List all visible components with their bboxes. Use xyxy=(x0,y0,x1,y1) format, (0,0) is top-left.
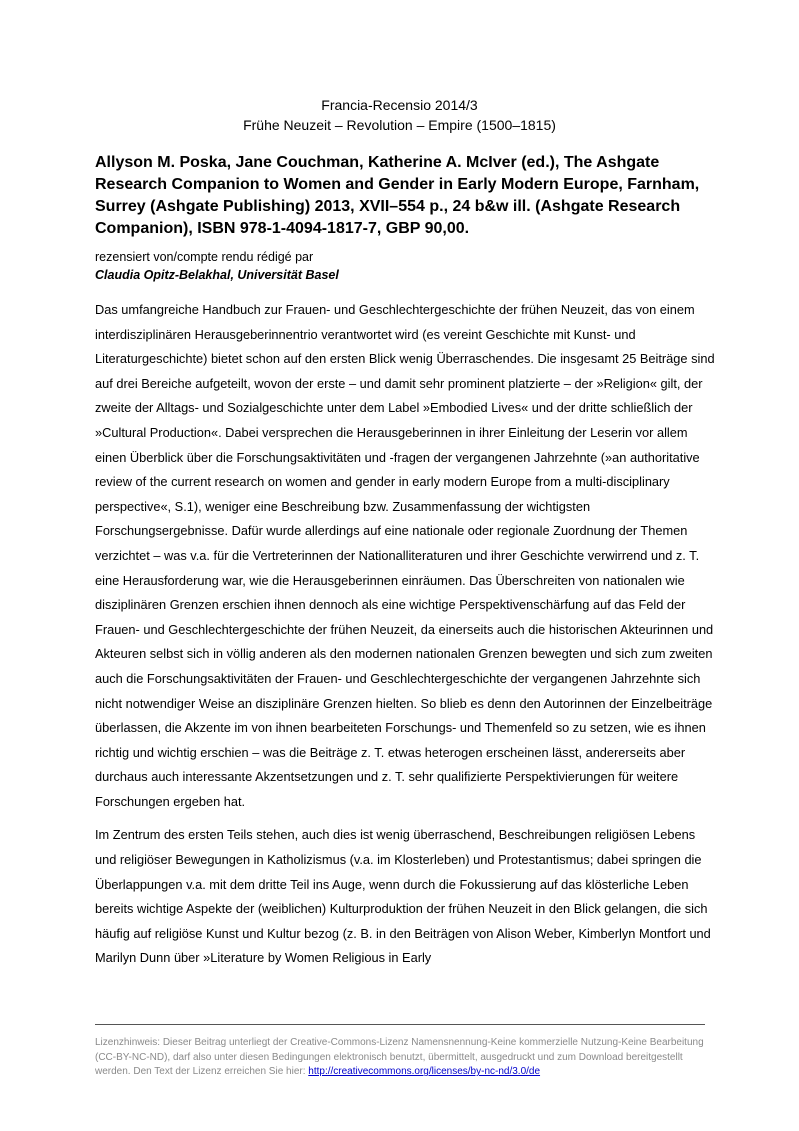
license-notice: Lizenzhinweis: Dieser Beitrag unterliegt der Creative-Commons-Lizenz Namensnennung-Keine kommerzielle Nutzung-Keine Bearbeitung (CC-BY-NC-ND), darf also unter diesen Bedingungen elektronisch benutzt, übermittelt, ausgedruckt und zum Download bereitgestellt werden. Den Text der Lizenz erreichen Sie hier: xyxy=(95,1037,704,1078)
reviewer-name: Claudia Opitz-Belakhal, Universität Basel xyxy=(95,268,339,282)
reviewer-block xyxy=(95,248,715,284)
license-footer xyxy=(95,1036,707,1080)
journal-header xyxy=(0,95,799,135)
license-link[interactable]: http://creativecommons.org/licenses/by-nc-nd/3.0/de xyxy=(308,1066,541,1078)
review-body xyxy=(95,298,717,980)
body-paragraph-2: Im Zentrum des ersten Teils stehen, auch dies ist wenig überraschend, Beschreibungen religiösen Lebens und religiöser Bewegungen in Katholizismus (v.a. im Klosterleben) und Protestantismus; dabei springen die Überlappungen v.a. mit dem dritte Teil ins Auge, wenn durch die Fokussierung auf das klösterliche Leben bereits wichtige Aspekte der (weiblichen) Kulturproduktion der frühen Neuzeit in den Blick gelangen, die sich häufig auf religiöse Kunst und Kultur bezog (z. B. in den Beiträgen von Alison Weber, Kimberlyn Montfort und Marilyn Dunn über »Literature by Women Religious in Early xyxy=(95,827,711,966)
body-paragraph-1: Das umfangreiche Handbuch zur Frauen- und Geschlechtergeschichte der frühen Neuzeit, das von einem interdisziplinären Herausgeberinnentrio verantwortet wird (es vereint Geschichte mit Kunst- und Literaturgeschichte) bietet schon auf den ersten Blick wenig Überraschendes. Die insgesamt 25 Beiträge sind auf drei Bereiche aufgeteilt, wovon der erste – und damit sehr prominent platzierte – der »Religion« gilt, der zweite der Alltags- und Sozialgeschichte unter dem Label »Embodied Lives« und der dritte schließlich der »Cultural Production«. Dabei versprechen die Herausgeberinnen in ihrer Einleitung der Leserin vor allem einen Überblick über die Forschungsaktivitäten und -fragen der vergangenen Jahrzehnte (»an authoritative review of the current research on women and gender in early modern Europe from a multi-disciplinary perspective«, S.1), weniger eine Beschreibung bzw. Zusammenfassung der wichtigsten Forschungsergebnisse. Dafür wurde allerdings auf eine nationale oder regionale Zuordnung der Themen verzichtet – was v.a. für die Vertreterinnen der Nationalliteraturen und ihrer Geschichte verwirrend und z. T. eine Herausforderung war, wie die Herausgeberinnen einräumen. Das Überschreiten von nationalen wie disziplinären Grenzen erschien ihnen dennoch als eine wichtige Perspektivenschärfung auf das Feld der Frauen- und Geschlechtergeschichte der frühen Neuzeit, da einerseits auch die historischen Akteurinnen und Akteuren selbst sich in völlig anderen als den modernen nationalen Grenzen bewegten und sich zum zweiten auch die Forschungsaktivitäten der Frauen- und Geschlechtergeschichte der vergangenen Jahrzehnte sich nicht notwendiger Weise an disziplinäre Grenzen hielten. So blieb es denn den Autorinnen der Einzelbeiträge überlassen, die Akzente im von ihnen bearbeiteten Forschungs- und Themenfeld so zu setzen, wie es ihnen richtig und wichtig erschien – was die Beiträge z. T. etwas heterogen erscheinen lässt, andererseits aber durchaus auch interessante Akzentsetzungen und z. T. sehr qualifizierte Perspektivierungen für weitere Forschungen ergeben hat. xyxy=(95,302,715,809)
footer-divider xyxy=(95,1024,705,1025)
reviewed-by-label: rezensiert von/compte rendu rédigé par xyxy=(95,250,314,264)
journal-section: Frühe Neuzeit – Revolution – Empire (1500–1815) xyxy=(243,117,556,133)
book-citation-title: Allyson M. Poska, Jane Couchman, Katherine A. McIver (ed.), The Ashgate Research Companion to Women and Gender in Early Modern Europe, Farnham, Surrey (Ashgate Publishing) 2013, XVII–554 p., 24 b&w ill. (Ashgate Research Companion), ISBN 978-1-4094-1817-7, GBP 90,00. xyxy=(95,154,700,237)
journal-issue: Francia-Recensio 2014/3 xyxy=(321,97,478,113)
